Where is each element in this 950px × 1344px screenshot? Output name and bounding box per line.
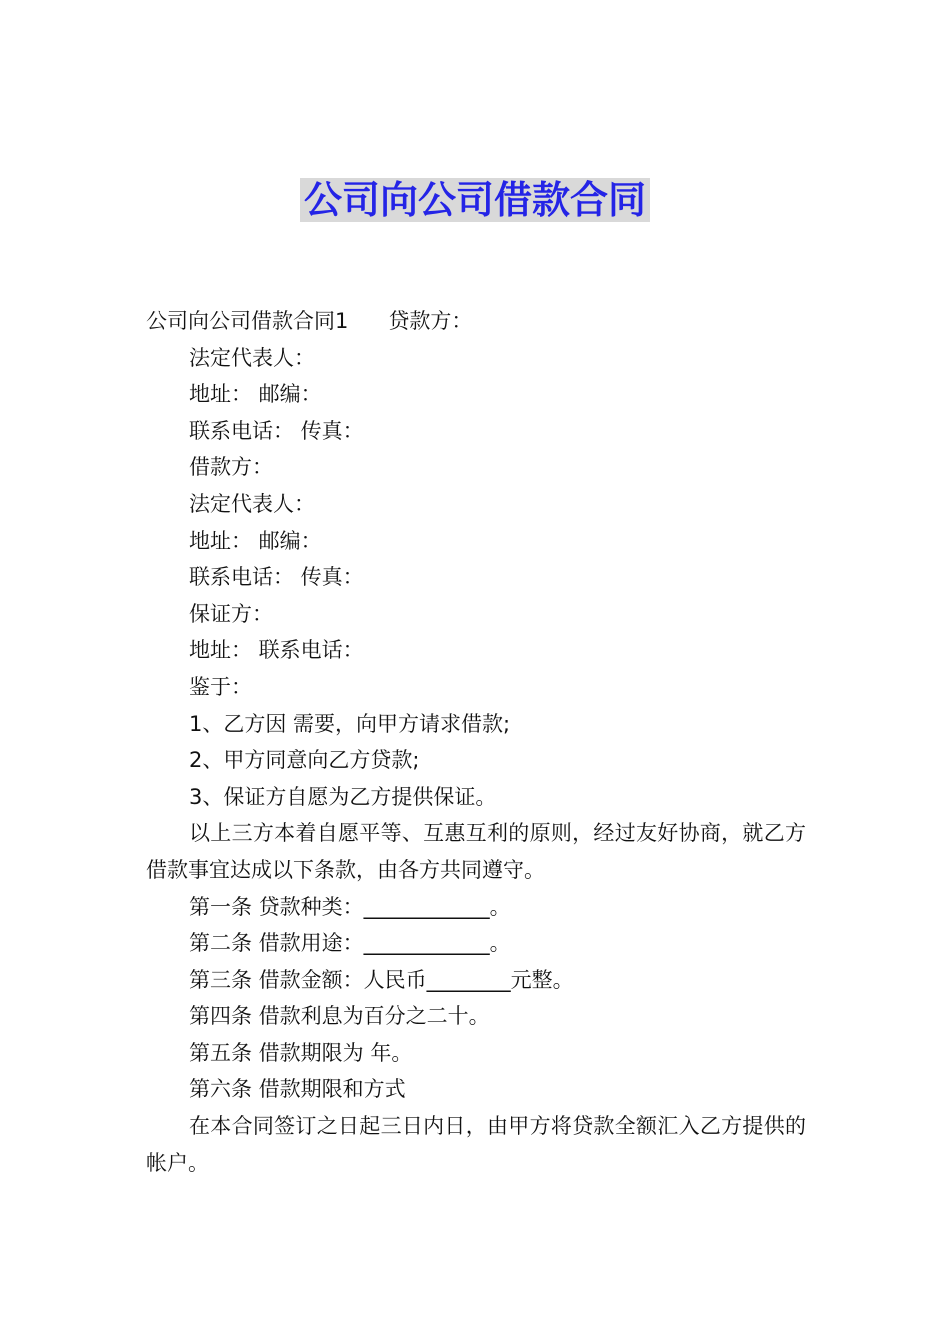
borrower-representative-line: 法定代表人： — [189, 491, 315, 516]
borrower-address-line: 地址： 邮编： — [189, 528, 322, 553]
article-3: 第三条 借款金额：人民币________元整。 — [189, 967, 574, 992]
lender-label: 贷款方： — [388, 309, 473, 333]
document-body — [146, 303, 806, 1181]
recital-1: 1、乙方因 需要，向甲方请求借款; — [189, 711, 511, 736]
recital-2: 2、甲方同意向乙方贷款; — [189, 748, 420, 773]
recital-3: 3、保证方自愿为乙方提供保证。 — [189, 784, 497, 809]
disbursement-paragraph: 在本合同签订之日起三日内日，由甲方将贷款全额汇入乙方提供的帐户。 — [146, 1114, 806, 1175]
document-title: 公司向公司借款合同 — [300, 178, 650, 222]
borrower-contact-line: 联系电话： 传真： — [189, 565, 364, 590]
title-container — [0, 178, 950, 222]
borrower-label-line: 借款方： — [189, 455, 273, 480]
guarantor-address-line: 地址： 联系电话： — [189, 638, 364, 663]
article-4: 第四条 借款利息为百分之二十。 — [189, 1004, 490, 1029]
contract-heading: 公司向公司借款合同1 — [146, 309, 349, 333]
lender-contact-line: 联系电话： 传真： — [189, 418, 364, 443]
article-5: 第五条 借款期限为 年。 — [189, 1040, 413, 1065]
lender-address-line: 地址： 邮编： — [189, 382, 322, 407]
whereas-line: 鉴于： — [189, 674, 252, 699]
guarantor-label-line: 保证方： — [189, 601, 273, 626]
intro-line — [146, 303, 806, 340]
article-2: 第二条 借款用途：____________。 — [189, 931, 511, 956]
lender-representative-line: 法定代表人： — [189, 345, 315, 370]
article-6: 第六条 借款期限和方式 — [189, 1077, 406, 1102]
preamble-paragraph: 以上三方本着自愿平等、互惠互利的原则，经过友好协商，就乙方借款事宜达成以下条款，由各方共同遵守。 — [146, 821, 806, 882]
article-1: 第一条 贷款种类：____________。 — [189, 894, 511, 919]
